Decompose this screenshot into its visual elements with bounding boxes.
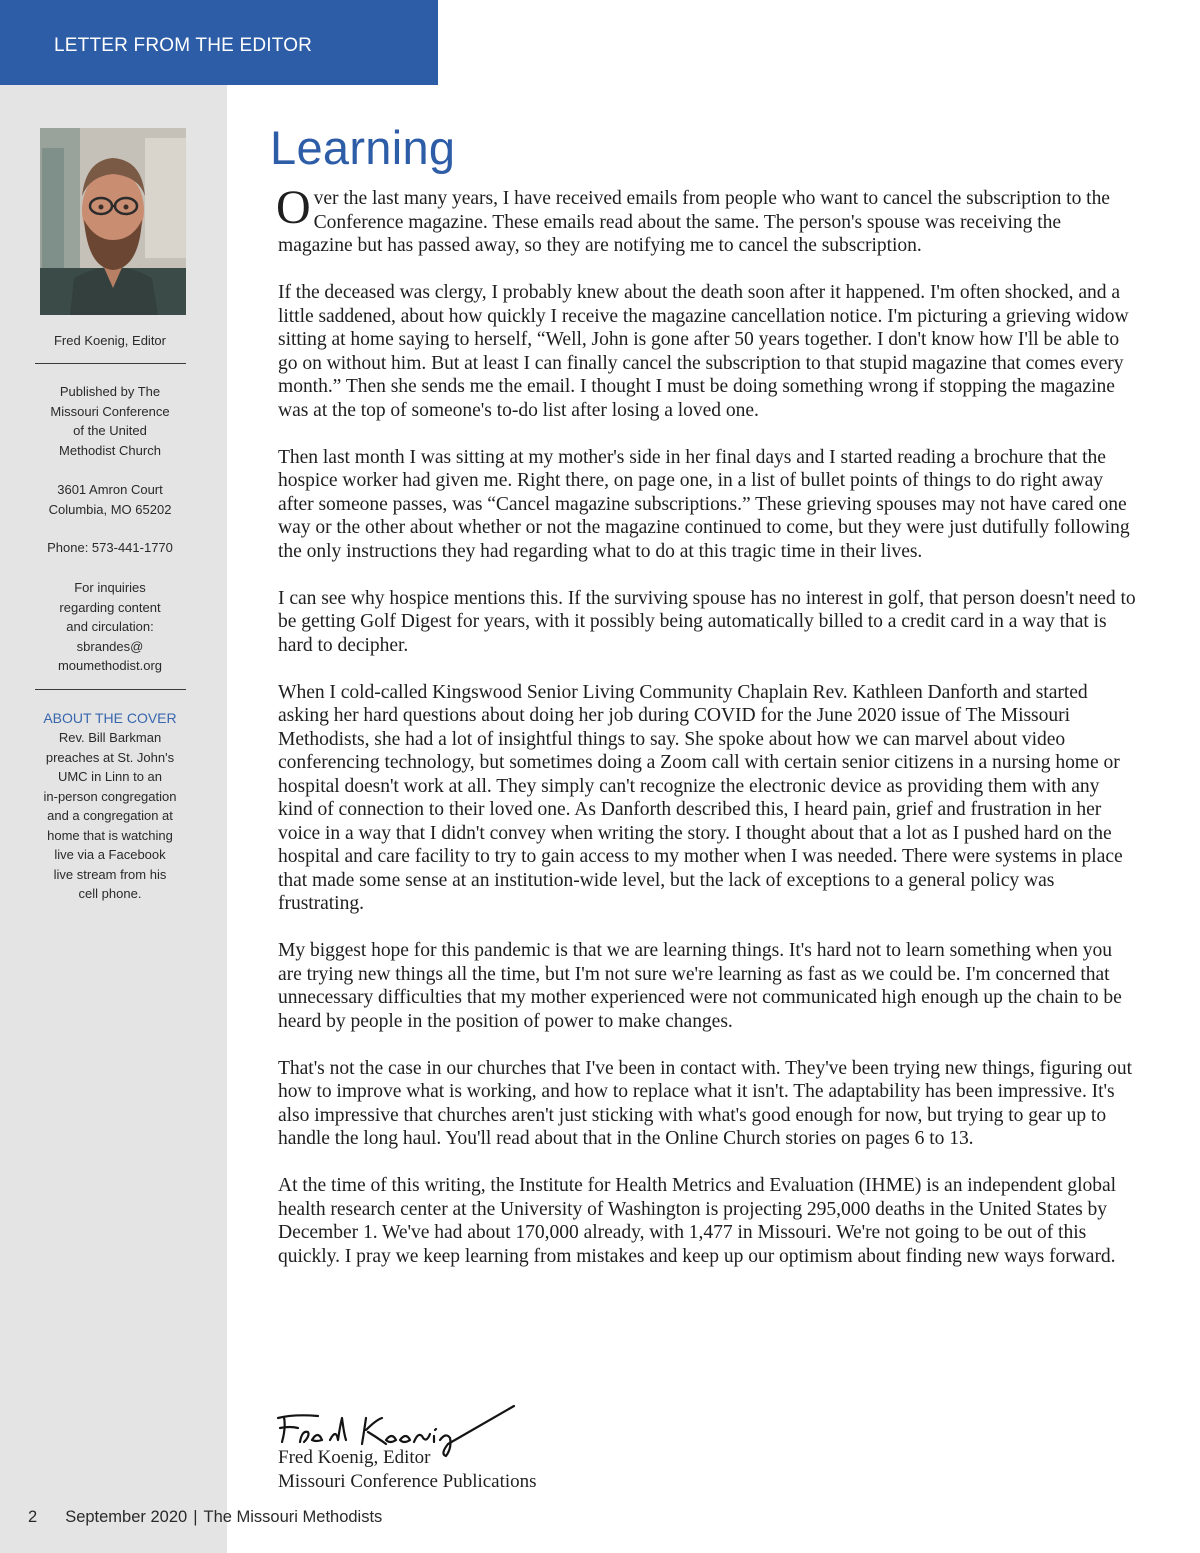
- signoff-title: Missouri Conference Publications: [278, 1471, 537, 1492]
- article-title: Learning: [270, 121, 456, 174]
- page-number: 2: [28, 1508, 38, 1526]
- first-paragraph-text: ver the last many years, I have received emails from people who want to cancel the subscription to the Conference magazine. These emails read about the same. The person's spouse was receiving the magazine but has passed away, so they are notifying me to cancel the subscription.: [278, 188, 1110, 256]
- cover-text-line: preaches at St. John's: [45, 749, 175, 765]
- footer-separator: |: [193, 1508, 198, 1526]
- article-paragraph: My biggest hope for this pandemic is that we are learning things. It's hard not to learn something when you are trying new things all the time, but I'm not sure we're learning as fast as we could be. I'm concerned that unnecessary difficulties that my mother experienced were not communicated high enough up the chain to be heard by people in the position of power to make changes.: [278, 940, 1122, 1032]
- mailing-address: [30, 480, 190, 519]
- email-link[interactable]: moumethodist.org: [57, 658, 163, 673]
- publisher-line: Methodist Church: [59, 442, 161, 458]
- inquiries-info: [30, 578, 190, 676]
- photo-caption: Fred Koenig, Editor: [53, 333, 166, 348]
- issue-date: September 2020: [65, 1508, 188, 1526]
- article-body: [276, 181, 1138, 1292]
- publisher-line: Missouri Conference: [50, 403, 170, 419]
- article-paragraph: I can see why hospice mentions this. If the surviving spouse has no interest in golf, that person doesn't need to be getting Golf Digest for years, with it possibly being automatically billed to a credit card in a way that is hard to decipher.: [278, 587, 1136, 656]
- inquiries-line: regarding content: [59, 599, 161, 615]
- signoff-name: Fred Koenig, Editor: [278, 1447, 431, 1468]
- inquiries-line: For inquiries: [74, 580, 146, 595]
- cover-text-line: home that is watching: [47, 827, 173, 843]
- article-paragraph: [276, 181, 1138, 258]
- publisher-line: of the United: [73, 423, 147, 438]
- editor-portrait-photo: [40, 128, 186, 315]
- cover-text-line: UMC in Linn to an: [57, 769, 163, 784]
- article-paragraph: At the time of this writing, the Institute for Health Metrics and Evaluation (IHME) is an independent global health research center at the University of Washington is projecting 295,000 deaths in the United States by December 1. We've had about 170,000 already, with 1,477 in Missouri. We're not going to be out of this quickly. I pray we keep learning from mistakes and keep up our optimism about finding new ways forward.: [278, 1175, 1117, 1267]
- sidebar-divider: [35, 689, 186, 690]
- article-paragraph: Then last month I was sitting at my mother's side in her final days and I started reading a brochure that the hospice worker had given me. Right there, on page one, in a list of bullet points of things to do right away after someone passes, was “Cancel magazine subscriptions.” These grieving spouses may not have cared one way or the other about whether or not the magazine continued to come, but they were just dutifully following the only instructions they had regarding what to do at this tragic time in their lives.: [278, 446, 1130, 562]
- article-paragraph: When I cold-called Kingswood Senior Living Community Chaplain Rev. Kathleen Danforth and started asking her hard questions about doing her job during COVID for the June 2020 issue of The Missouri Methodists, she had a lot of insightful things to say. She spoke about how we can marvel about video conferencing technology, but sometimes doing a Zoom call with certain senior citizens in a nursing home or hospital doesn't work at all. They simply can't recognize the electronic device as providing them with any kind of connection to their loved one. As Danforth described this, I heard pain, grief and frustration in her voice in a way that I didn't convey when writing the story. I thought about that a lot as I pushed hard on the hospital and care facility to try to gain access to my mother when I was needed. There were systems in place that made some sense at an institution-wide level, but the lack of exceptions to a general policy was frustrating.: [278, 681, 1123, 914]
- drop-cap: O: [276, 181, 311, 234]
- publication-name: The Missouri Methodists: [203, 1508, 383, 1526]
- address-line: 3601 Amron Court: [57, 482, 163, 497]
- article-paragraph: That's not the case in our churches that I've been in contact with. They've been trying new things, figuring out how to improve what is working, and how to replace what it isn't. The adaptability has been impressive. It's also impressive that churches aren't just sticking with what's good enough for now, but trying to gear up to handle the long haul. You'll read about that in the Online Church stories on pages 6 to 13.: [278, 1057, 1133, 1149]
- address-line: Columbia, MO 65202: [48, 501, 172, 517]
- cover-text-line: Rev. Bill Barkman: [58, 730, 162, 745]
- about-cover-text: [30, 728, 190, 904]
- cover-text-line: live stream from his: [53, 866, 167, 882]
- editor-portrait-image: [40, 128, 186, 315]
- cover-text-line: and a congregation at: [47, 808, 173, 823]
- page-footer: [28, 1506, 382, 1528]
- article-paragraph: If the deceased was clergy, I probably knew about the death soon after it happened. I'm often shocked, and a little saddened, about how quickly I receive the magazine cancellation notice. I'm picturing a grieving widow sitting at home saying to herself, “Well, John is gone after 50 years together. I don't know how I'll be able to go on without him. But at least I can finally cancel the subscription to that stupid magazine that comes every month.” Then she sends me the email. I thought I must be doing something wrong if stopping the magazine was at the top of someone's to-do list after losing a loved one.: [278, 282, 1129, 421]
- sidebar-divider: [35, 363, 186, 364]
- inquiries-line: and circulation:: [66, 619, 154, 634]
- publisher-info: [30, 382, 190, 460]
- about-cover-heading: ABOUT THE COVER: [43, 710, 177, 726]
- publisher-line: Published by The: [59, 384, 161, 399]
- phone-number: Phone: 573-441-1770: [47, 540, 173, 555]
- cover-text-line: cell phone.: [78, 886, 142, 901]
- email-link[interactable]: sbrandes@: [76, 638, 144, 654]
- section-label: LETTER FROM THE EDITOR: [54, 35, 313, 56]
- cover-text-line: live via a Facebook: [54, 847, 166, 862]
- cover-text-line: in-person congregation: [43, 788, 177, 804]
